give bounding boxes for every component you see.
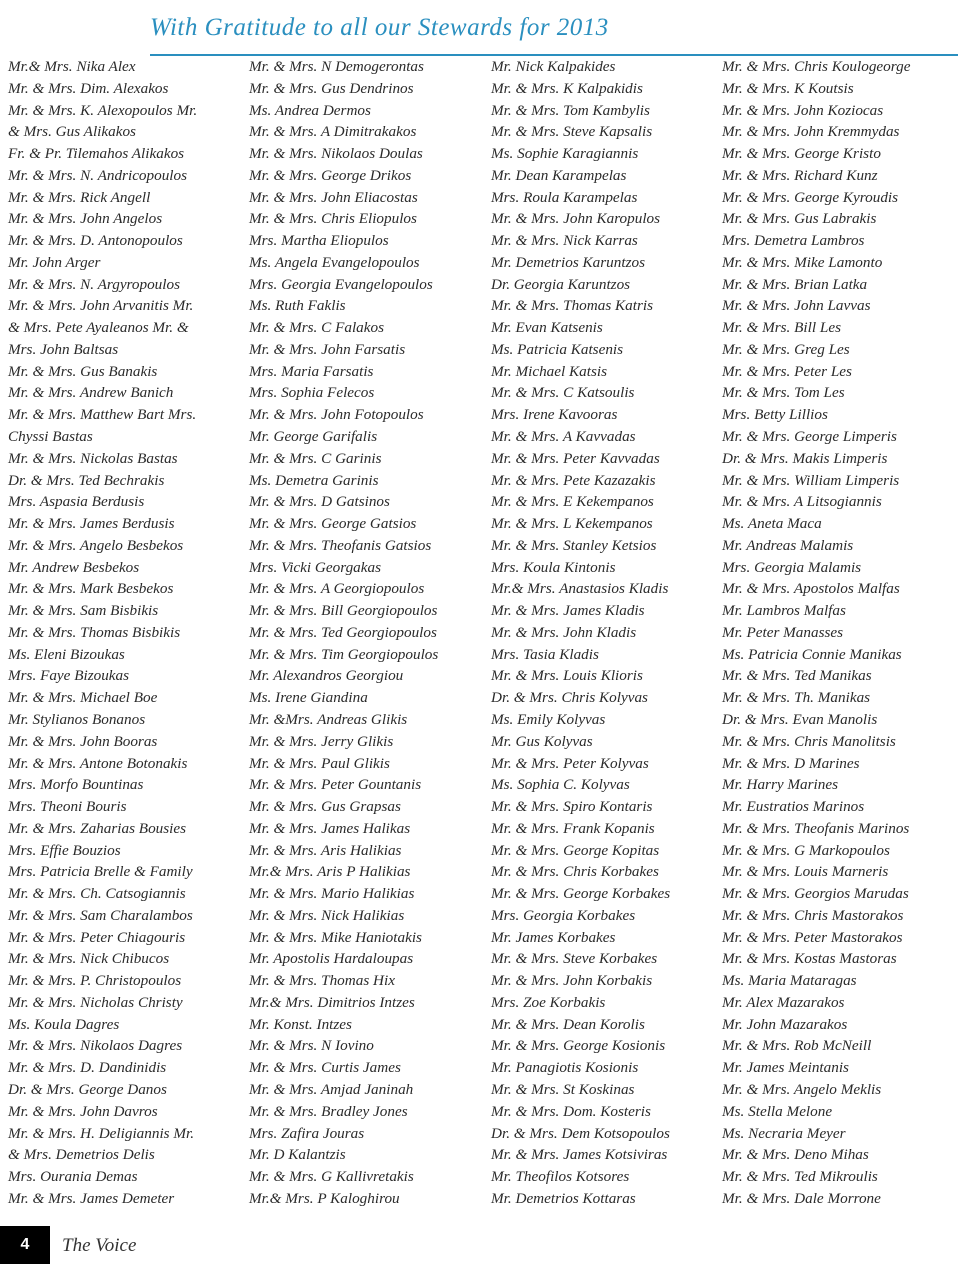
steward-name: Mr. & Mrs. Gus Labrakis — [722, 210, 877, 228]
steward-name: Mrs. Georgia Malamis — [722, 558, 862, 576]
steward-name: Mr. & Mrs. Antone Botonakis — [8, 754, 188, 772]
steward-name: Mr. & Mrs. Brian Latka — [722, 275, 868, 293]
steward-name: Mr. & Mrs. Gus Grapsas — [249, 798, 401, 816]
steward-name: Mr. & Mrs. Chris Koulogeorge — [722, 58, 911, 75]
steward-name: Dr. & Mrs. Ted Bechrakis — [8, 471, 165, 489]
steward-name: Mr. & Mrs. Peter Mastorakos — [722, 928, 903, 946]
steward-name: Mr. & Mrs. James Kladis — [491, 602, 645, 620]
steward-name: Ms. Maria Mataragas — [722, 972, 857, 990]
steward-name: Mr. & Mrs. John Farsatis — [249, 340, 406, 358]
steward-name: Mr.& Mrs. Aris P Halikias — [249, 863, 411, 881]
steward-name: Mr. & Mrs. Bradley Jones — [249, 1102, 408, 1120]
steward-name: Mr. & Mrs. N Demogerontas — [249, 58, 424, 75]
steward-name: Mr. & Mrs. Matthew Bart Mrs. — [8, 406, 197, 424]
steward-name: Mrs. Maria Farsatis — [249, 362, 374, 380]
steward-name: Mrs. Sophia Felecos — [249, 384, 375, 402]
steward-name: Ms. Aneta Maca — [722, 515, 822, 533]
steward-name: Mr. & Mrs. Deno Mihas — [722, 1146, 869, 1164]
steward-name: Mrs. Zafira Jouras — [249, 1124, 365, 1142]
steward-name: Ms. Angela Evangelopoulos — [249, 253, 420, 271]
steward-name: Mr. & Mrs. George Kristo — [722, 145, 881, 163]
steward-name: Mr. & Mrs. Rob McNeill — [722, 1037, 872, 1055]
steward-name: Mr. & Mrs. Zaharias Bousies — [8, 819, 187, 837]
steward-name: Mrs. Tasia Kladis — [491, 645, 599, 663]
stewards-column-4 — [722, 56, 910, 1210]
steward-name: Mr. & Mrs. Andrew Banich — [8, 384, 174, 402]
steward-name: Mrs. Ourania Demas — [8, 1168, 138, 1186]
steward-name: Mr. Lambros Malfas — [722, 602, 846, 620]
steward-name: Mr. & Mrs. James Kotsiviras — [491, 1146, 668, 1164]
steward-name: Mr. & Mrs. A Dimitrakakos — [249, 123, 417, 141]
steward-name: Ms. Patricia Katsenis — [491, 340, 624, 358]
steward-name: Mr. & Mrs. Mario Halikias — [249, 885, 415, 903]
steward-name: Mr. & Mrs. Mark Besbekos — [8, 580, 174, 598]
steward-name: Mrs. Martha Eliopulos — [249, 232, 389, 250]
steward-name: Mr. & Mrs. John Davros — [8, 1102, 158, 1120]
steward-name: Mr. Nick Kalpakides — [491, 58, 616, 75]
steward-name: Mr.& Mrs. Nika Alex — [8, 58, 136, 75]
steward-name: Mr. & Mrs. Bill Georgiopoulos — [249, 602, 438, 620]
steward-name: Mr. & Mrs. Thomas Katris — [491, 297, 654, 315]
steward-name: Mr. & Mrs. James Berdusis — [8, 515, 175, 533]
steward-name: Mrs. Patricia Brelle & Family — [8, 863, 193, 881]
steward-name: Ms. Sophie Karagiannis — [491, 145, 639, 163]
steward-name: Mr. & Mrs. Peter Kolyvas — [491, 754, 649, 772]
steward-name: Dr. Georgia Karuntzos — [491, 275, 631, 293]
steward-name: Mr. & Mrs. John Fotopoulos — [249, 406, 424, 424]
steward-name: Mr. & Mrs. Chris Manolitsis — [722, 732, 896, 750]
steward-name: Mr. & Mrs. John Korbakis — [491, 972, 653, 990]
steward-name: Mr. John Arger — [8, 253, 101, 271]
steward-name: Dr. & Mrs. George Danos — [8, 1080, 167, 1098]
steward-name: Mr. & Mrs. N. Andricopoulos — [8, 166, 188, 184]
steward-name: Mr. & Mrs. George Kosionis — [491, 1037, 666, 1055]
steward-name: Mr. & Mrs. G Markopoulos — [722, 841, 890, 859]
steward-name: Mr. & Mrs. E Kekempanos — [491, 493, 654, 511]
steward-name: Mr. & Mrs. John Koziocas — [722, 101, 884, 119]
steward-name: Mr. Stylianos Bonanos — [8, 710, 146, 728]
steward-name: Mr. &Mrs. Andreas Glikis — [249, 710, 408, 728]
steward-name: Mr. & Mrs. John Eliacostas — [249, 188, 418, 206]
steward-name: Mr. & Mrs. Kostas Mastoras — [722, 950, 897, 968]
steward-name: Mrs. Roula Karampelas — [491, 188, 638, 206]
steward-name: Mr. & Mrs. John Lavvas — [722, 297, 871, 315]
steward-name: Mr. Evan Katsenis — [491, 319, 603, 337]
steward-name: Mr. & Mrs. K Koutsis — [722, 79, 854, 97]
steward-name: Mr. & Mrs. Sam Charalambos — [8, 906, 193, 924]
steward-name: Mr. & Mrs. Dom. Kosteris — [491, 1102, 651, 1120]
steward-name: Mr. & Mrs. Steve Korbakes — [491, 950, 658, 968]
steward-name: Mr. & Mrs. Theofanis Marinos — [722, 819, 910, 837]
steward-name: Mr. & Mrs. N. Argyropoulos — [8, 275, 180, 293]
steward-name: Mr. & Mrs. Thomas Hix — [249, 972, 395, 990]
steward-name: Mr. & Mrs. George Kyroudis — [722, 188, 899, 206]
steward-name: Mrs. Aspasia Berdusis — [8, 493, 145, 511]
steward-name: Ms. Emily Kolyvas — [491, 710, 606, 728]
steward-name: Mr. & Mrs. Paul Glikis — [249, 754, 390, 772]
steward-name: Mr. & Mrs. St Koskinas — [491, 1080, 635, 1098]
steward-name: Mr. & Mrs. James Demeter — [8, 1189, 175, 1207]
steward-name: Ms. Ruth Faklis — [249, 297, 346, 315]
steward-name: Mr. & Mrs. Peter Gountanis — [249, 776, 422, 794]
steward-name: Mr.& Mrs. Dimitrios Intzes — [249, 993, 415, 1011]
steward-name: Mr.& Mrs. P Kaloghirou — [249, 1189, 400, 1207]
steward-name: Mr. Dean Karampelas — [491, 166, 627, 184]
steward-name: Mrs. Faye Bizoukas — [8, 667, 130, 685]
stewards-column-1 — [8, 56, 197, 1210]
steward-name: Mr. & Mrs. C Falakos — [249, 319, 385, 337]
steward-name: Mr. & Mrs. Dale Morrone — [722, 1189, 881, 1207]
steward-name: Mr. & Mrs. Chris Korbakes — [491, 863, 659, 881]
steward-name: Mr. & Mrs. Chris Eliopulos — [249, 210, 417, 228]
steward-name: Mr. & Mrs. P. Christopoulos — [8, 972, 182, 990]
steward-name: Mr. & Mrs. C Garinis — [249, 449, 382, 467]
steward-name: & Mrs. Gus Alikakos — [8, 123, 136, 141]
steward-name: Mr. & Mrs. Amjad Janinah — [249, 1080, 414, 1098]
steward-name: Mr. & Mrs. John Kladis — [491, 623, 637, 641]
steward-name: Mr. & Mrs. Th. Manikas — [722, 689, 871, 707]
steward-name: Mr. George Garifalis — [249, 428, 378, 446]
steward-name: Ms. Andrea Dermos — [249, 101, 371, 119]
steward-name: Mr. Alex Mazarakos — [722, 993, 845, 1011]
steward-name: Mr. & Mrs. K. Alexopoulos Mr. — [8, 101, 198, 119]
steward-name: Mr. & Mrs. Curtis James — [249, 1059, 401, 1077]
steward-name: Ms. Eleni Bizoukas — [8, 645, 125, 663]
steward-name: Mr. Harry Marines — [722, 776, 839, 794]
steward-name: Mr. & Mrs. Richard Kunz — [722, 166, 878, 184]
steward-name: Mr. John Mazarakos — [722, 1015, 848, 1033]
steward-name: Mr. & Mrs. Frank Kopanis — [491, 819, 655, 837]
steward-name: Mr. & Mrs. George Limperis — [722, 428, 897, 446]
steward-name: Mr. & Mrs. A Litsogiannis — [722, 493, 882, 511]
steward-name: Mr. & Mrs. George Korbakes — [491, 885, 671, 903]
steward-name: Ms. Demetra Garinis — [249, 471, 379, 489]
steward-name: Mr. & Mrs. George Kopitas — [491, 841, 660, 859]
steward-name: Mr. & Mrs. John Booras — [8, 732, 158, 750]
steward-name: Mr. & Mrs. George Gatsios — [249, 515, 417, 533]
steward-name: Mr. & Mrs. Angelo Meklis — [722, 1080, 882, 1098]
steward-name: Dr. & Mrs. Makis Limperis — [722, 449, 888, 467]
steward-name: Mr. Andreas Malamis — [722, 536, 854, 554]
steward-name: Mr. & Mrs. D Gatsinos — [249, 493, 390, 511]
steward-name: Mr. & Mrs. Spiro Kontaris — [491, 798, 653, 816]
page-number: 4 — [0, 1226, 50, 1264]
steward-name: Mr. & Mrs. Angelo Besbekos — [8, 536, 184, 554]
steward-name: Mrs. Morfo Bountinas — [8, 776, 144, 794]
steward-name: Mr. & Mrs. James Halikas — [249, 819, 411, 837]
stewards-column-2 — [249, 56, 438, 1210]
steward-name: Mr. & Mrs. Nickolas Bastas — [8, 449, 178, 467]
steward-name: Mrs. Theoni Bouris — [8, 798, 127, 816]
steward-name: Mr. & Mrs. Jerry Glikis — [249, 732, 394, 750]
steward-name: Mr. & Mrs. Nikolaos Doulas — [249, 145, 423, 163]
steward-name: Dr. & Mrs. Dem Kotsopoulos — [491, 1124, 670, 1142]
steward-name: Mr. & Mrs. Aris Halikias — [249, 841, 402, 859]
steward-name: Mr. & Mrs. Nick Karras — [491, 232, 638, 250]
steward-name: Mr. & Mrs. Apostolos Malfas — [722, 580, 900, 598]
steward-name: Mr. & Mrs. Sam Bisbikis — [8, 602, 159, 620]
steward-name: Mr. & Mrs. K Kalpakidis — [491, 79, 643, 97]
steward-name: Ms. Sophia C. Kolyvas — [491, 776, 630, 794]
steward-name: Mr. & Mrs. Peter Kavvadas — [491, 449, 660, 467]
steward-name: Mr. Michael Katsis — [491, 362, 608, 380]
steward-name: Mrs. Irene Kavooras — [491, 406, 618, 424]
steward-name: Mr. & Mrs. G Kallivretakis — [249, 1168, 414, 1186]
steward-name: Mr. & Mrs. Thomas Bisbikis — [8, 623, 181, 641]
page-footer — [0, 1226, 960, 1269]
steward-name: Mr. & Mrs. Nicholas Christy — [8, 993, 183, 1011]
steward-name: Fr. & Pr. Tilemahos Alikakos — [8, 145, 185, 163]
steward-name: Dr. & Mrs. Evan Manolis — [722, 710, 878, 728]
steward-name: Mr. & Mrs. Ted Mikroulis — [722, 1168, 878, 1186]
steward-name: Ms. Necraria Meyer — [722, 1124, 846, 1142]
steward-name: Mr. Gus Kolyvas — [491, 732, 593, 750]
steward-name: Mr. & Mrs. Nikolaos Dagres — [8, 1037, 183, 1055]
steward-name: Ms. Koula Dagres — [8, 1015, 120, 1033]
steward-name: Dr. & Mrs. Chris Kolyvas — [491, 689, 648, 707]
steward-name: Mr. & Mrs. Theofanis Gatsios — [249, 536, 432, 554]
steward-name: Mr. & Mrs. George Drikos — [249, 166, 412, 184]
steward-name: Mr. & Mrs. Nick Halikias — [249, 906, 405, 924]
steward-name: & Mrs. Pete Ayaleanos Mr. & — [8, 319, 189, 337]
steward-name: Mr. & Mrs. John Angelos — [8, 210, 163, 228]
steward-name: Mr. & Mrs. Louis Klioris — [491, 667, 643, 685]
steward-name: Mr. & Mrs. Peter Les — [722, 362, 852, 380]
steward-name: Mr. Theofilos Kotsores — [491, 1168, 630, 1186]
steward-name: Mr. & Mrs. D. Antonopoulos — [8, 232, 183, 250]
steward-name: Mr. & Mrs. H. Deligiannis Mr. — [8, 1124, 195, 1142]
steward-name: Mr. & Mrs. Louis Marneris — [722, 863, 889, 881]
steward-name: Mr. & Mrs. Michael Boe — [8, 689, 158, 707]
steward-name: Mr. & Mrs. A Georgiopoulos — [249, 580, 425, 598]
steward-name: Mr. & Mrs. Steve Kapsalis — [491, 123, 653, 141]
steward-name: Mr. & Mrs. Tim Georgiopoulos — [249, 645, 439, 663]
steward-name: Mr. Konst. Intzes — [249, 1015, 352, 1033]
steward-name: Mrs. Georgia Korbakes — [491, 906, 636, 924]
steward-name: Mr. Demetrios Karuntzos — [491, 253, 645, 271]
publication-name: The Voice — [62, 1235, 137, 1256]
steward-name: Mr. & Mrs. D. Dandinidis — [8, 1059, 167, 1077]
steward-name: Mrs. Betty Lillios — [722, 406, 828, 424]
steward-name: Mr. & Mrs. Nick Chibucos — [8, 950, 170, 968]
steward-name: Mr. & Mrs. Peter Chiagouris — [8, 928, 186, 946]
steward-name: Mr. & Mrs. Mike Haniotakis — [249, 928, 422, 946]
steward-name: Mr. & Mrs. Mike Lamonto — [722, 253, 883, 271]
steward-name: Mr. & Mrs. Georgios Marudas — [722, 885, 909, 903]
steward-name: Mr. & Mrs. William Limperis — [722, 471, 900, 489]
steward-name: Mr. & Mrs. Gus Banakis — [8, 362, 158, 380]
steward-name: Mrs. Zoe Korbakis — [491, 993, 606, 1011]
steward-name: Mr. & Mrs. Greg Les — [722, 340, 850, 358]
steward-name: Mr. James Korbakes — [491, 928, 616, 946]
steward-name: Mr. & Mrs. Pete Kazazakis — [491, 471, 656, 489]
steward-name: Mr. & Mrs. Chris Mastorakos — [722, 906, 904, 924]
steward-name: Mr.& Mrs. Anastasios Kladis — [491, 580, 669, 598]
steward-name: Mr. Alexandros Georgiou — [249, 667, 404, 685]
stewards-column-3 — [491, 56, 670, 1210]
steward-name: Mr. & Mrs. L Kekempanos — [491, 515, 653, 533]
steward-name: Mr. & Mrs. Ted Georgiopoulos — [249, 623, 437, 641]
steward-name: Mr. & Mrs. Stanley Ketsios — [491, 536, 657, 554]
steward-name: Mr. & Mrs. Bill Les — [722, 319, 841, 337]
steward-name: Mr. & Mrs. A Kavvadas — [491, 428, 636, 446]
steward-name: Mr. Demetrios Kottaras — [491, 1189, 636, 1207]
steward-name: Mrs. Georgia Evangelopoulos — [249, 275, 433, 293]
steward-name: Mrs. Effie Bouzios — [8, 841, 121, 859]
steward-name: Mr. & Mrs. John Kremmydas — [722, 123, 900, 141]
steward-name: Mr. Eustratios Marinos — [722, 798, 865, 816]
steward-name: Mrs. Demetra Lambros — [722, 232, 865, 250]
steward-name: Mrs. Koula Kintonis — [491, 558, 616, 576]
steward-name: Mrs. John Baltsas — [8, 340, 119, 358]
steward-name: Mr. & Mrs. C Katsoulis — [491, 384, 635, 402]
steward-name: Mr. & Mrs. Dean Korolis — [491, 1015, 645, 1033]
steward-name: Mr. & Mrs. Ch. Catsogiannis — [8, 885, 186, 903]
steward-name: Ms. Patricia Connie Manikas — [722, 645, 902, 663]
steward-name: Mr. & Mrs. Tom Les — [722, 384, 845, 402]
steward-name: Mr. Panagiotis Kosionis — [491, 1059, 639, 1077]
steward-name: Mrs. Vicki Georgakas — [249, 558, 382, 576]
steward-name: Mr. James Meintanis — [722, 1059, 849, 1077]
steward-name: Mr. Apostolis Hardaloupas — [249, 950, 414, 968]
steward-name: Mr. & Mrs. Gus Dendrinos — [249, 79, 414, 97]
steward-name: Chyssi Bastas — [8, 428, 93, 446]
steward-name: & Mrs. Demetrios Delis — [8, 1146, 155, 1164]
steward-name: Mr. & Mrs. John Arvanitis Mr. — [8, 297, 194, 315]
steward-name: Mr. & Mrs. D Marines — [722, 754, 860, 772]
steward-name: Mr. Andrew Besbekos — [8, 558, 140, 576]
steward-name: Mr. & Mrs. Tom Kambylis — [491, 101, 650, 119]
header-title: With Gratitude to all our Stewards for 2013 — [150, 14, 609, 41]
steward-name: Mr. & Mrs. Ted Manikas — [722, 667, 872, 685]
steward-name: Ms. Stella Melone — [722, 1102, 833, 1120]
steward-name: Mr. & Mrs. Dim. Alexakos — [8, 79, 169, 97]
steward-name: Mr. & Mrs. N Iovino — [249, 1037, 374, 1055]
steward-name: Mr. & Mrs. Rick Angell — [8, 188, 151, 206]
steward-name: Mr. D Kalantzis — [249, 1146, 346, 1164]
steward-name: Ms. Irene Giandina — [249, 689, 368, 707]
steward-name: Mr. & Mrs. John Karopulos — [491, 210, 661, 228]
steward-name: Mr. Peter Manasses — [722, 623, 844, 641]
